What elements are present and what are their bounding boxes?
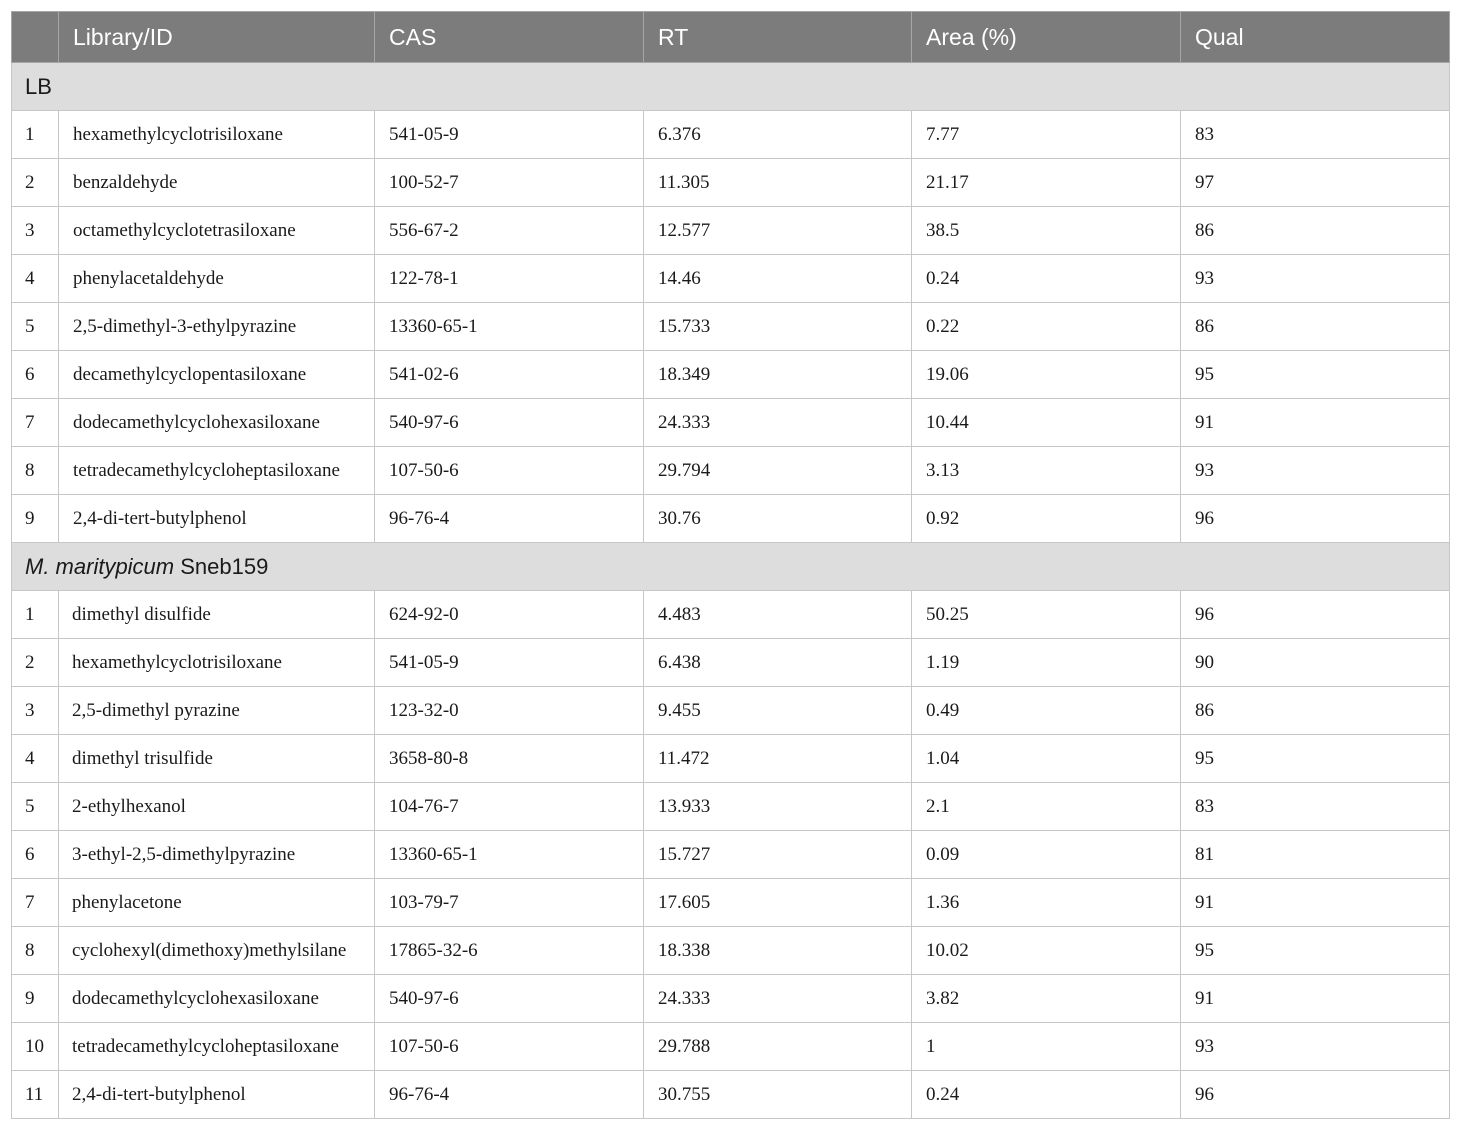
cas-number: 123-32-0 (375, 687, 644, 735)
row-index: 2 (12, 159, 59, 207)
area-percent: 1.19 (912, 639, 1181, 687)
group-header-row (12, 543, 1450, 591)
retention-time: 6.438 (644, 639, 912, 687)
row-index: 3 (12, 207, 59, 255)
qual-score: 83 (1181, 111, 1450, 159)
area-percent: 0.24 (912, 255, 1181, 303)
retention-time: 9.455 (644, 687, 912, 735)
retention-time: 13.933 (644, 783, 912, 831)
cas-number: 96-76-4 (375, 1071, 644, 1119)
area-percent: 0.09 (912, 831, 1181, 879)
compound-name: phenylacetaldehyde (59, 255, 375, 303)
retention-time: 6.376 (644, 111, 912, 159)
table-row (12, 591, 1450, 639)
compound-name: 2,5-dimethyl-3-ethylpyrazine (59, 303, 375, 351)
group-header-row (12, 63, 1450, 111)
cas-number: 540-97-6 (375, 975, 644, 1023)
cas-number: 104-76-7 (375, 783, 644, 831)
row-index: 8 (12, 447, 59, 495)
area-percent: 21.17 (912, 159, 1181, 207)
qual-score: 96 (1181, 591, 1450, 639)
compound-name: 2-ethylhexanol (59, 783, 375, 831)
qual-score: 91 (1181, 879, 1450, 927)
cas-number: 13360-65-1 (375, 831, 644, 879)
area-percent: 3.82 (912, 975, 1181, 1023)
area-percent: 1.04 (912, 735, 1181, 783)
header-area: Area (%) (912, 12, 1181, 63)
row-index: 1 (12, 591, 59, 639)
area-percent: 50.25 (912, 591, 1181, 639)
header-qual: Qual (1181, 12, 1450, 63)
retention-time: 11.305 (644, 159, 912, 207)
group-label-plain: Sneb159 (174, 553, 269, 579)
row-index: 5 (12, 783, 59, 831)
area-percent: 0.49 (912, 687, 1181, 735)
row-index: 8 (12, 927, 59, 975)
table-row (12, 351, 1450, 399)
qual-score: 86 (1181, 303, 1450, 351)
table-body (12, 63, 1450, 1119)
table-row (12, 495, 1450, 543)
cas-number: 107-50-6 (375, 447, 644, 495)
row-index: 7 (12, 399, 59, 447)
row-index: 6 (12, 351, 59, 399)
area-percent: 1 (912, 1023, 1181, 1071)
qual-score: 96 (1181, 1071, 1450, 1119)
compound-name: 2,5-dimethyl pyrazine (59, 687, 375, 735)
row-index: 5 (12, 303, 59, 351)
cas-number: 541-02-6 (375, 351, 644, 399)
compound-table (11, 11, 1450, 1119)
compound-name: 2,4-di-tert-butylphenol (59, 495, 375, 543)
group-label (12, 63, 1450, 111)
qual-score: 91 (1181, 399, 1450, 447)
area-percent: 0.22 (912, 303, 1181, 351)
table-row (12, 831, 1450, 879)
qual-score: 90 (1181, 639, 1450, 687)
header-rt: RT (644, 12, 912, 63)
area-percent: 38.5 (912, 207, 1181, 255)
row-index: 3 (12, 687, 59, 735)
table-row (12, 303, 1450, 351)
retention-time: 29.788 (644, 1023, 912, 1071)
qual-score: 96 (1181, 495, 1450, 543)
compound-name: octamethylcyclotetrasiloxane (59, 207, 375, 255)
table-row (12, 975, 1450, 1023)
retention-time: 11.472 (644, 735, 912, 783)
retention-time: 18.338 (644, 927, 912, 975)
qual-score: 91 (1181, 975, 1450, 1023)
qual-score: 95 (1181, 735, 1450, 783)
retention-time: 12.577 (644, 207, 912, 255)
cas-number: 17865-32-6 (375, 927, 644, 975)
retention-time: 18.349 (644, 351, 912, 399)
header-index (12, 12, 59, 63)
qual-score: 83 (1181, 783, 1450, 831)
table-row (12, 1071, 1450, 1119)
cas-number: 13360-65-1 (375, 303, 644, 351)
compound-name: hexamethylcyclotrisiloxane (59, 111, 375, 159)
table-row (12, 111, 1450, 159)
header-library-id: Library/ID (59, 12, 375, 63)
row-index: 1 (12, 111, 59, 159)
qual-score: 93 (1181, 255, 1450, 303)
qual-score: 86 (1181, 207, 1450, 255)
table-row (12, 927, 1450, 975)
retention-time: 4.483 (644, 591, 912, 639)
compound-name: 3-ethyl-2,5-dimethylpyrazine (59, 831, 375, 879)
table-row (12, 783, 1450, 831)
table-row (12, 207, 1450, 255)
compound-name: tetradecamethylcycloheptasiloxane (59, 447, 375, 495)
row-index: 11 (12, 1071, 59, 1119)
retention-time: 15.733 (644, 303, 912, 351)
retention-time: 29.794 (644, 447, 912, 495)
table-row (12, 879, 1450, 927)
group-label-italic: M. maritypicum (25, 553, 175, 579)
compound-name: tetradecamethylcycloheptasiloxane (59, 1023, 375, 1071)
cas-number: 556-67-2 (375, 207, 644, 255)
area-percent: 0.92 (912, 495, 1181, 543)
row-index: 6 (12, 831, 59, 879)
compound-name: benzaldehyde (59, 159, 375, 207)
table-row (12, 159, 1450, 207)
compound-name: 2,4-di-tert-butylphenol (59, 1071, 375, 1119)
table-row (12, 447, 1450, 495)
qual-score: 93 (1181, 447, 1450, 495)
table-row (12, 399, 1450, 447)
cas-number: 100-52-7 (375, 159, 644, 207)
compound-name: dimethyl disulfide (59, 591, 375, 639)
compound-name: dodecamethylcyclohexasiloxane (59, 975, 375, 1023)
retention-time: 14.46 (644, 255, 912, 303)
table-row (12, 735, 1450, 783)
area-percent: 3.13 (912, 447, 1181, 495)
retention-time: 17.605 (644, 879, 912, 927)
qual-score: 93 (1181, 1023, 1450, 1071)
area-percent: 10.44 (912, 399, 1181, 447)
area-percent: 0.24 (912, 1071, 1181, 1119)
cas-number: 122-78-1 (375, 255, 644, 303)
cas-number: 541-05-9 (375, 639, 644, 687)
cas-number: 96-76-4 (375, 495, 644, 543)
group-label (12, 543, 1450, 591)
area-percent: 7.77 (912, 111, 1181, 159)
table-row (12, 1023, 1450, 1071)
area-percent: 2.1 (912, 783, 1181, 831)
cas-number: 103-79-7 (375, 879, 644, 927)
header-cas: CAS (375, 12, 644, 63)
cas-number: 541-05-9 (375, 111, 644, 159)
compound-name: phenylacetone (59, 879, 375, 927)
header-row (12, 12, 1450, 63)
retention-time: 15.727 (644, 831, 912, 879)
area-percent: 10.02 (912, 927, 1181, 975)
qual-score: 95 (1181, 927, 1450, 975)
table-row (12, 687, 1450, 735)
area-percent: 19.06 (912, 351, 1181, 399)
cas-number: 540-97-6 (375, 399, 644, 447)
retention-time: 24.333 (644, 399, 912, 447)
qual-score: 97 (1181, 159, 1450, 207)
row-index: 4 (12, 735, 59, 783)
row-index: 4 (12, 255, 59, 303)
row-index: 10 (12, 1023, 59, 1071)
cas-number: 3658-80-8 (375, 735, 644, 783)
retention-time: 30.755 (644, 1071, 912, 1119)
qual-score: 86 (1181, 687, 1450, 735)
row-index: 7 (12, 879, 59, 927)
row-index: 9 (12, 495, 59, 543)
qual-score: 95 (1181, 351, 1450, 399)
compound-name: dodecamethylcyclohexasiloxane (59, 399, 375, 447)
row-index: 2 (12, 639, 59, 687)
cas-number: 107-50-6 (375, 1023, 644, 1071)
compound-name: decamethylcyclopentasiloxane (59, 351, 375, 399)
retention-time: 24.333 (644, 975, 912, 1023)
area-percent: 1.36 (912, 879, 1181, 927)
compound-name: dimethyl trisulfide (59, 735, 375, 783)
retention-time: 30.76 (644, 495, 912, 543)
table-row (12, 639, 1450, 687)
row-index: 9 (12, 975, 59, 1023)
cas-number: 624-92-0 (375, 591, 644, 639)
qual-score: 81 (1181, 831, 1450, 879)
table-row (12, 255, 1450, 303)
compound-name: cyclohexyl(dimethoxy)methylsilane (59, 927, 375, 975)
group-label-plain: LB (25, 73, 52, 99)
compound-name: hexamethylcyclotrisiloxane (59, 639, 375, 687)
